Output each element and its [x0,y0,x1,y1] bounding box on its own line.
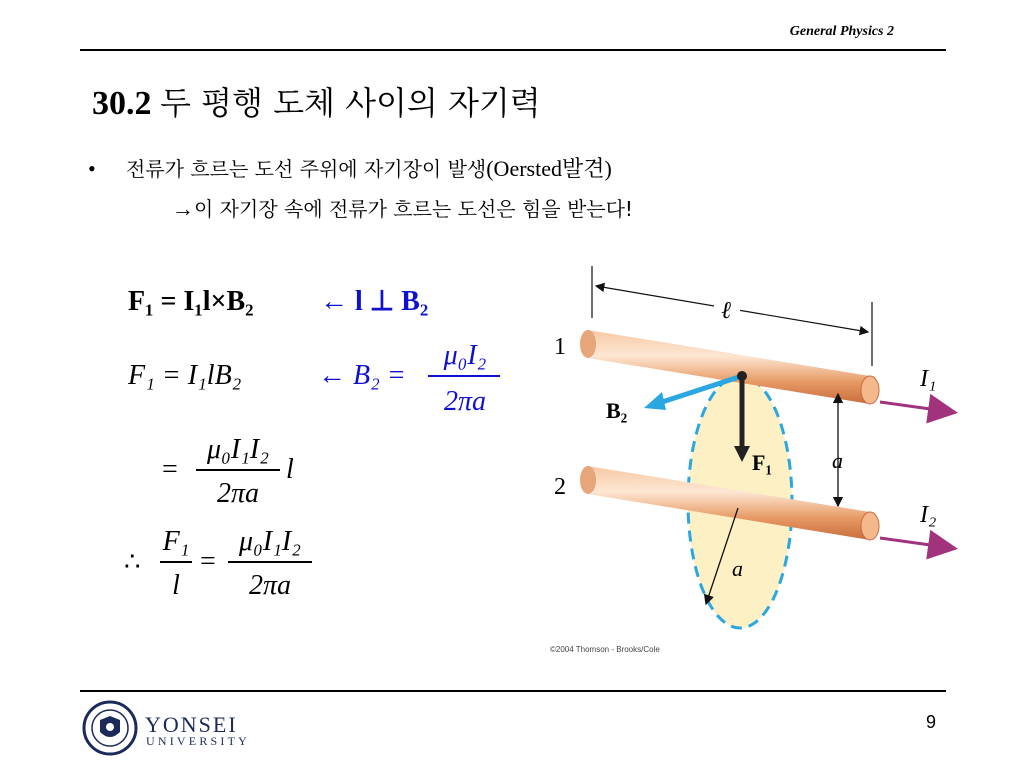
bullet-marker: • [88,156,96,181]
arrow-icon: → [172,196,194,221]
bullet-subline [172,193,633,222]
wire-2-label: 2 [554,474,566,500]
current-1-label: I₁ [920,366,937,392]
equation-2: F₁ = I₁lB₂ [128,360,242,391]
parallel-wires-figure [540,262,960,660]
force-f1-label: F₁ [752,450,773,475]
equation-3-equals: = [162,454,178,485]
page-number: 9 [925,712,936,732]
equation-1: F₁ = I₁l×B₂ [128,286,254,317]
equation-3-numerator: μ₀I₁I₂ [207,434,269,465]
therefore-icon: ∴ [124,547,141,577]
equation-2-note: ← B₂ = [318,360,406,391]
logo-subtitle: UNIVERSITY [146,734,250,748]
length-label: ℓ [721,298,731,324]
subline-text: 이 자기장 속에 전류가 흐르는 도선은 힘을 받는다! [194,197,633,221]
current-2-label: I₂ [920,502,937,528]
footer-rule [80,690,946,692]
bullet-text-paren: (Oersted발견) [486,156,612,181]
slide-title [92,78,541,124]
equation-2-denominator: 2πa [443,386,487,417]
section-title-text: 두 평행 도체 사이의 자기력 [160,84,541,122]
equation-3-denominator: 2πa [216,478,260,509]
wire-1-label: 1 [554,334,566,360]
figure-copyright: ©2004 Thomson - Brooks/Cole [550,645,660,654]
separation-label: a [832,448,843,473]
bullet-text-ko: 전류가 흐르는 도선 주위에 자기장이 발생 [126,157,487,181]
radius-label: a [732,556,743,581]
yonsei-seal-icon [82,700,138,756]
equation-3-suffix: l [286,454,294,485]
equation-4-denominator: 2πa [248,570,292,601]
equation-1-note: ← l ⊥ B₂ [320,286,429,317]
equation-4-numerator: μ₀I₁I₂ [239,526,301,557]
equation-4-lhs-numerator: F₁ [162,526,190,557]
equation-4-lhs-denominator: l [172,570,180,601]
header-rule [80,49,946,51]
field-b2-label: B₂ [606,398,628,423]
equation-4-equals: = [200,546,216,577]
current-1-arrow [880,402,952,412]
equation-2-numerator: μ₀I₂ [443,340,487,371]
current-2-arrow [880,538,952,548]
equations-block [120,272,530,612]
course-title: General Physics 2 [789,24,894,39]
bullet-item [88,152,612,183]
logo-wordmark: YONSEI [145,712,238,737]
section-number: 30.2 [92,85,152,122]
